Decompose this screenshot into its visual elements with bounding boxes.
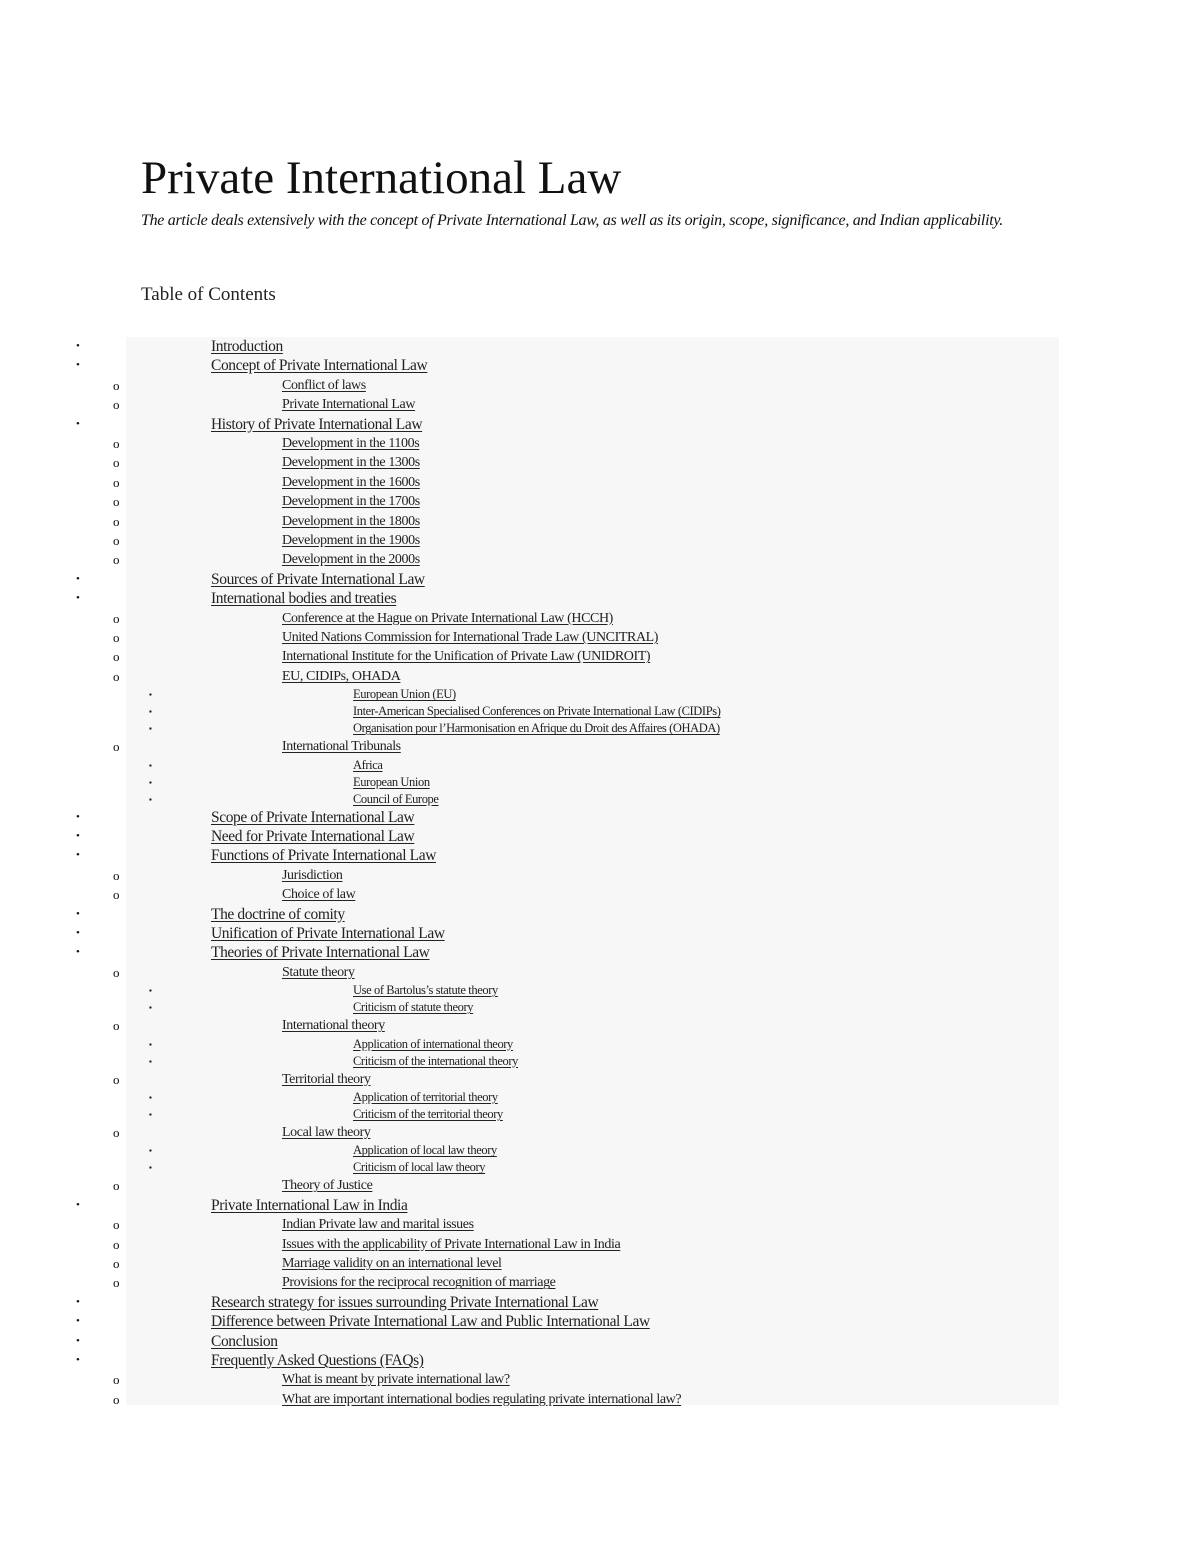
bullet-circle-icon: o [113,1275,120,1291]
bullet-circle-icon: o [113,1071,120,1087]
toc-link[interactable]: Development in the 1700s [282,494,420,510]
toc-link[interactable]: Territorial theory [282,1071,371,1087]
toc-link[interactable]: International Tribunals [282,739,401,755]
bullet-circle-icon: o [113,1391,120,1407]
bullet-circle-icon: o [113,1217,120,1233]
bullet-circle-icon: o [113,1018,120,1034]
toc-item-level-2 [0,453,1200,472]
toc-item-level-1 [0,589,1200,608]
bullet-circle-icon: o [113,964,120,980]
toc-link[interactable]: Development in the 1600s [282,474,420,490]
bullet-disc-icon: • [76,1198,80,1211]
toc-item-level-1 [0,337,1200,356]
toc-link[interactable]: The doctrine of comity [211,905,345,923]
bullet-square-icon: ▪ [149,760,152,770]
bullet-circle-icon: o [113,887,120,903]
toc-link[interactable]: Development in the 2000s [282,552,420,568]
bullet-circle-icon: o [113,1178,120,1194]
toc-link[interactable]: History of Private International Law [211,415,423,433]
toc-link[interactable]: Application of international theory [353,1036,513,1051]
toc-link[interactable]: Local law theory [282,1125,371,1140]
bullet-circle-icon: o [113,610,120,626]
bullet-disc-icon: • [76,810,80,823]
toc-item-level-1 [0,943,1200,962]
toc-link[interactable]: What is meant by private international law? [282,1372,510,1388]
toc-item-level-1 [0,1196,1200,1215]
toc-link[interactable]: Frequently Asked Questions (FAQs) [211,1352,424,1369]
toc-link[interactable]: EU, CIDIPs, OHADA [282,668,401,684]
toc-item-level-2 [0,1123,1200,1142]
toc-link[interactable]: Development in the 1300s [282,455,420,471]
bullet-square-icon: ▪ [149,1003,152,1013]
bullet-disc-icon: • [76,1334,80,1347]
article-summary: The article deals extensively with the concept of Private International Law, as well as its origin, scope, significance, and Indian applicability. [141,212,1003,229]
toc-item-level-2 [0,963,1200,982]
toc-link[interactable]: Africa [353,757,383,772]
toc-link[interactable]: Use of Bartolus’s statute theory [353,983,498,998]
bullet-square-icon: ▪ [149,707,152,717]
bullet-circle-icon: o [113,649,120,665]
toc-link[interactable]: Difference between Private International Law and Public International Law [211,1313,650,1331]
toc-link[interactable]: United Nations Commission for International Trade Law (UNCITRAL) [282,630,659,645]
toc-item-level-2 [0,647,1200,666]
bullet-circle-icon: o [113,867,120,883]
toc-link[interactable]: Criticism of the territorial theory [353,1107,503,1121]
toc-item-level-2 [0,1390,1200,1409]
toc-link[interactable]: Criticism of local law theory [353,1160,486,1175]
bullet-circle-icon: o [113,397,120,413]
article-title: Private International Law [141,152,622,204]
bullet-disc-icon: • [76,359,80,372]
toc-link[interactable]: Private International Law [282,397,416,413]
toc-item-level-1 [0,905,1200,924]
bullet-disc-icon: • [76,907,80,920]
bullet-square-icon: ▪ [149,1163,152,1173]
toc-link[interactable]: Organisation pour l’Harmonisation en Afrique du Droit des Affaires (OHADA) [353,721,720,736]
toc-link[interactable]: Functions of Private International Law [211,847,436,865]
toc-item-level-2 [0,434,1200,453]
toc-item-level-2 [0,531,1200,550]
toc-link[interactable]: Private International Law in India [211,1196,408,1214]
bullet-square-icon: ▪ [149,690,152,700]
toc-link[interactable]: Concept of Private International Law [211,357,428,375]
bullet-square-icon: ▪ [149,794,152,804]
bullet-disc-icon: • [76,849,80,862]
toc-item-level-1 [0,924,1200,943]
bullet-circle-icon: o [113,1236,120,1252]
toc-link[interactable]: Indian Private law and marital issues [282,1217,474,1233]
toc-link[interactable]: Introduction [211,338,283,355]
toc-link[interactable]: Council of Europe [353,791,439,806]
toc-link[interactable]: Criticism of the international theory [353,1053,519,1068]
toc-link[interactable]: Provisions for the reciprocal recognition of marriage [282,1275,556,1291]
bullet-circle-icon: o [113,1256,120,1271]
bullet-circle-icon: o [113,513,120,529]
bullet-square-icon: ▪ [149,986,152,996]
bullet-circle-icon: o [113,739,120,755]
toc-item-level-2 [0,628,1200,647]
toc-item-level-1 [0,1293,1200,1312]
toc-item-level-2 [0,737,1200,756]
bullet-square-icon: ▪ [149,724,152,734]
toc-item-level-2 [0,1176,1200,1195]
toc-item-level-2 [0,1235,1200,1254]
toc-link[interactable]: Need for Private International Law [211,828,415,845]
bullet-circle-icon: o [113,1125,120,1140]
bullet-disc-icon: • [76,1354,80,1366]
bullet-circle-icon: o [113,668,120,684]
bullet-disc-icon: • [76,946,80,959]
toc-link[interactable]: Choice of law [282,887,356,903]
toc-item-level-2 [0,512,1200,531]
toc-item-level-1 [0,356,1200,375]
toc-item-level-2 [0,1254,1200,1273]
toc-item-level-1 [0,1351,1200,1370]
toc-link[interactable]: Sources of Private International Law [211,570,425,588]
toc-link[interactable]: Statute theory [282,964,355,980]
bullet-square-icon: ▪ [149,1039,152,1049]
bullet-square-icon: ▪ [149,1056,152,1066]
toc-link[interactable]: Theories of Private International Law [211,944,430,962]
bullet-disc-icon: • [76,1315,80,1328]
toc-link[interactable]: Inter-American Specialised Conferences on Private International Law (CIDIPs) [353,704,721,719]
toc-heading: Table of Contents [141,284,276,305]
bullet-disc-icon: • [76,572,80,585]
toc-link[interactable]: International theory [282,1018,385,1034]
toc-item-level-2 [0,885,1200,904]
toc-link[interactable]: Theory of Justice [282,1178,373,1194]
toc-link[interactable]: Conflict of laws [282,377,366,393]
bullet-disc-icon: • [76,340,80,352]
toc-item-level-2 [0,1215,1200,1234]
bullet-disc-icon: • [76,830,80,842]
bullet-square-icon: ▪ [149,1110,152,1119]
toc-link[interactable]: Jurisdiction [282,867,343,883]
toc-item-level-2 [0,1070,1200,1089]
toc-link[interactable]: Scope of Private International Law [211,808,415,826]
toc-item-level-2 [0,1016,1200,1035]
bullet-disc-icon: • [76,1295,80,1308]
bullet-disc-icon: • [76,927,80,939]
toc-link[interactable]: What are important international bodies regulating private international law? [282,1391,682,1407]
toc-item-level-2 [0,667,1200,686]
toc-item-level-2 [0,550,1200,569]
bullet-circle-icon: o [113,436,120,451]
toc-link[interactable]: Unification of Private International Law [211,925,445,942]
toc-link[interactable]: International Institute for the Unification of Private Law (UNIDROIT) [282,649,651,665]
toc-link[interactable]: Issues with the applicability of Private International Law in India [282,1236,621,1252]
toc-link[interactable]: Application of local law theory [353,1143,497,1158]
toc-item-level-2 [0,492,1200,511]
toc-item-level-1 [0,808,1200,827]
bullet-circle-icon: o [113,455,120,471]
toc-item-level-2 [0,395,1200,414]
toc-item-level-1 [0,415,1200,434]
bullet-disc-icon: • [76,592,80,605]
toc-item-level-2 [0,866,1200,885]
toc-link[interactable]: Criticism of statute theory [353,1000,474,1015]
toc-item-level-2 [0,376,1200,395]
toc-link[interactable]: Conclusion [211,1332,278,1350]
toc-link[interactable]: Development in the 1900s [282,533,420,548]
toc-link[interactable]: Development in the 1800s [282,513,420,529]
bullet-square-icon: ▪ [149,1093,152,1102]
toc-link[interactable]: Development in the 1100s [282,436,420,451]
bullet-circle-icon: o [113,494,120,510]
toc-link[interactable]: European Union (EU) [353,687,456,702]
bullet-square-icon: ▪ [149,1146,152,1156]
toc-item-level-1 [0,570,1200,589]
toc-item-level-2 [0,473,1200,492]
toc-item-level-1 [0,846,1200,865]
bullet-circle-icon: o [113,552,120,568]
bullet-disc-icon: • [76,417,80,430]
bullet-circle-icon: o [113,377,120,393]
toc-link[interactable]: Conference at the Hague on Private International Law (HCCH) [282,610,613,626]
toc-item-level-1 [0,1312,1200,1331]
toc-link[interactable]: Marriage validity on an international level [282,1256,502,1271]
toc-link[interactable]: European Union [353,774,430,789]
toc-link[interactable]: Application of territorial theory [353,1090,498,1104]
toc-item-level-1 [0,1332,1200,1351]
bullet-circle-icon: o [113,1372,120,1388]
toc-item-level-1 [0,827,1200,846]
toc-link[interactable]: Research strategy for issues surrounding Private International Law [211,1293,599,1311]
bullet-circle-icon: o [113,630,120,645]
toc-link[interactable]: International bodies and treaties [211,590,397,608]
toc-item-level-2 [0,1273,1200,1292]
toc-item-level-2 [0,609,1200,628]
bullet-square-icon: ▪ [149,777,152,787]
bullet-circle-icon: o [113,533,120,548]
toc-item-level-2 [0,1370,1200,1389]
bullet-circle-icon: o [113,474,120,490]
